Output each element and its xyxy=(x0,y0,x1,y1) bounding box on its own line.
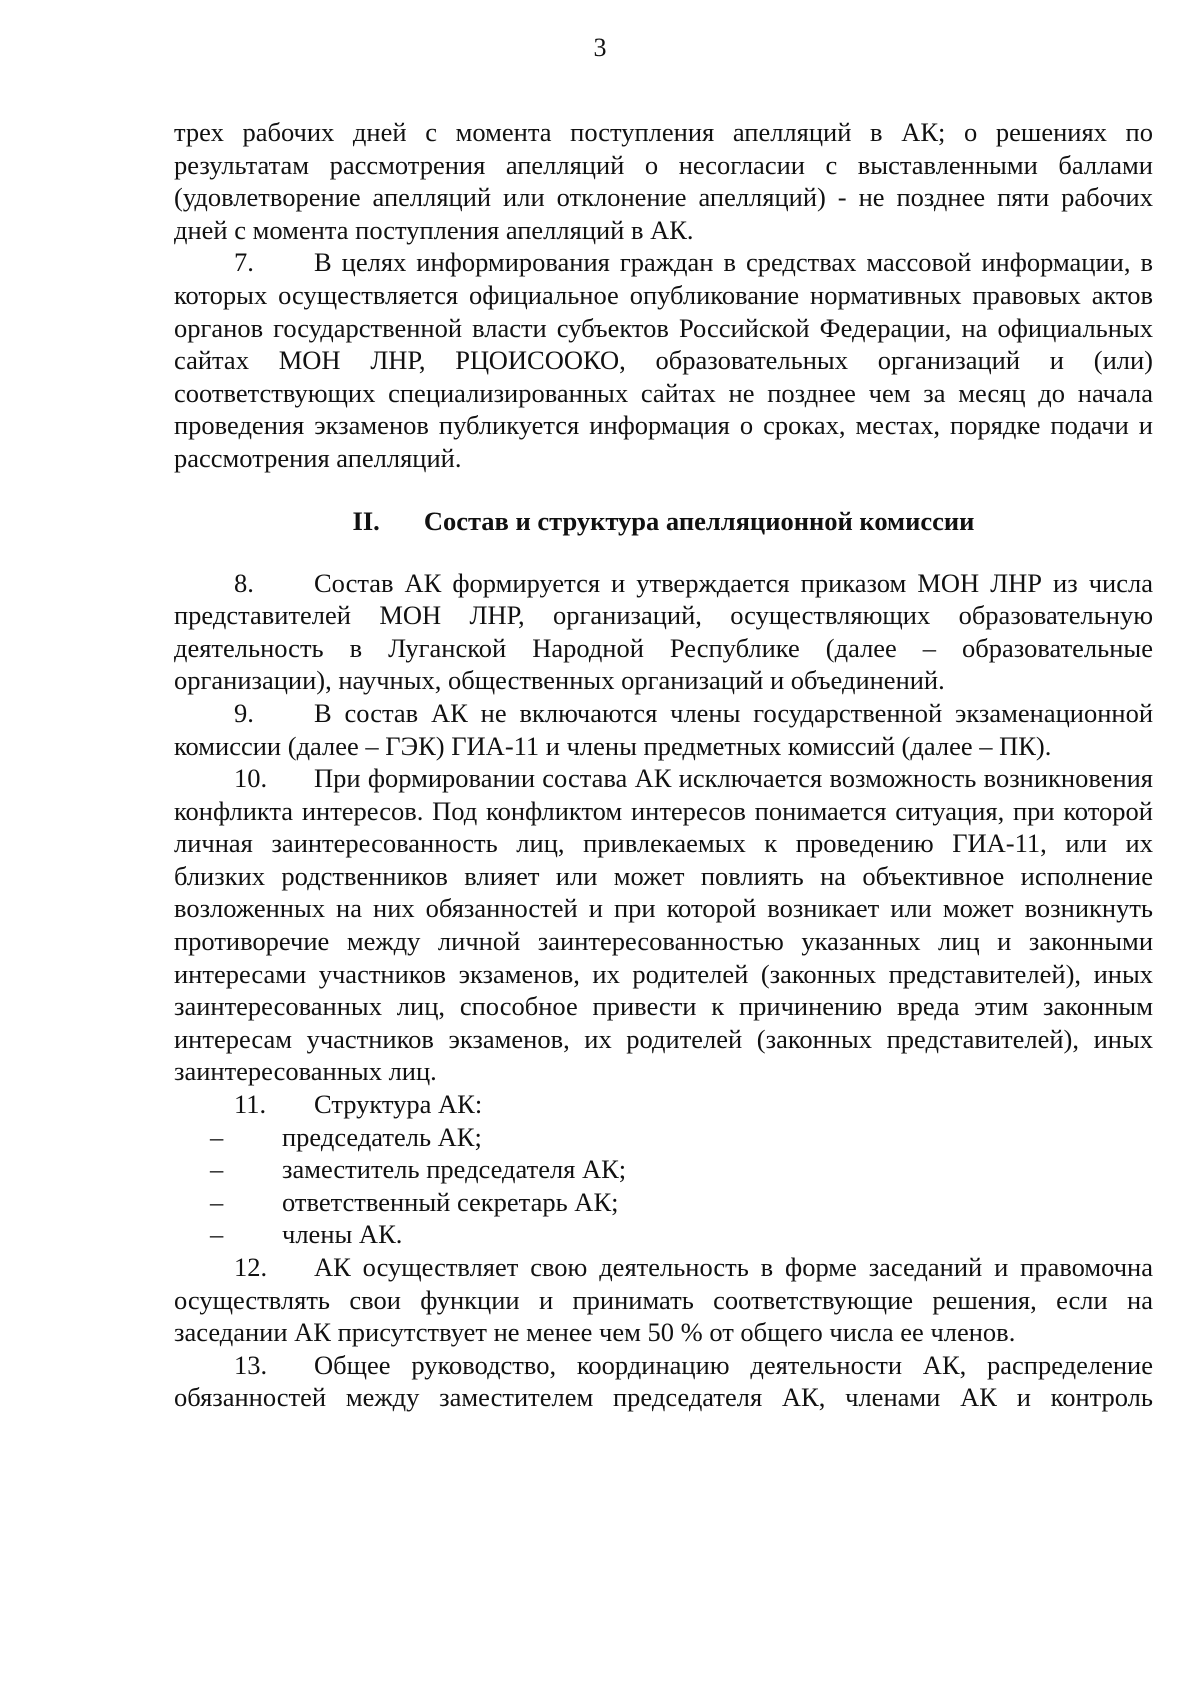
section-number: II. xyxy=(352,505,380,536)
page-number: 3 xyxy=(593,33,607,62)
paragraph-text: Состав АК формируется и утверждается приказом МОН ЛНР из числа представителей МОН ЛНР, организаций, осуществляющих образовательную деятельность в Луганской Народной Республике (далее – образовательные организации), научных, общественных организаций и объединений. xyxy=(174,567,1153,696)
list-item xyxy=(174,1218,1153,1251)
list-item xyxy=(174,1153,1153,1186)
paragraph-number: 7. xyxy=(234,247,254,278)
dash-bullet: – xyxy=(210,1219,224,1250)
paragraph-text: АК осуществляет свою деятельность в форме заседаний и правомочна осуществлять свои функции и принимать соответствующие решения, если на заседании АК присутствует не менее чем 50 % от общего числа ее членов. xyxy=(174,1252,1153,1348)
paragraph-11 xyxy=(174,1088,1153,1121)
paragraph-12 xyxy=(174,1251,1153,1349)
paragraph-number: 9. xyxy=(234,697,254,728)
paragraph-number: 10. xyxy=(234,763,268,794)
section-title: Состав и структура апелляционной комиссии xyxy=(423,505,975,536)
list-item xyxy=(174,1186,1153,1219)
dash-bullet: – xyxy=(210,1154,224,1185)
list-item-text: члены АК. xyxy=(282,1219,403,1250)
paragraph-10 xyxy=(174,762,1153,1088)
list-item-text: ответственный секретарь АК; xyxy=(282,1186,619,1217)
dash-bullet: – xyxy=(210,1121,224,1152)
paragraph-9 xyxy=(174,697,1153,762)
paragraph-number: 8. xyxy=(234,567,254,598)
section-heading xyxy=(174,505,1153,537)
paragraph-text: Структура АК: xyxy=(314,1089,483,1120)
paragraph-7 xyxy=(174,246,1153,474)
list-item-text: председатель АК; xyxy=(282,1121,482,1152)
paragraph-continuation xyxy=(174,116,1153,246)
paragraph-number: 13. xyxy=(234,1349,268,1380)
paragraph-text: При формировании состава АК исключается возможность возникновения конфликта интересов. Под конфликтом интересов понимается ситуация, при которой личная заинтересованность лиц, привлекаемых к проведению ГИА-11, или их близких родственников влияет или может повлиять на объективное исполнение возложенных на них обязанностей и при которой возникает или может возникнуть противоречие между личной заинтересованностью указанных лиц и законными интересами участников экзаменов, их родителей (законных представителей), иных заинтересованных лиц, способное привести к причинению вреда этим законным интересам участников экзаменов, их родителей (законных представителей), иных заинтересованных лиц. xyxy=(174,763,1153,1087)
paragraph-text: трех рабочих дней с момента поступления апелляций в АК; о решениях по результатам рассмотрения апелляций о несогласии с выставленными баллами (удовлетворение апелляций или отклонение апелляций) - не позднее пяти рабочих дней с момента поступления апелляций в АК. xyxy=(174,117,1153,245)
list-item xyxy=(174,1121,1153,1154)
document-body xyxy=(174,116,1153,1414)
list-item-text: заместитель председателя АК; xyxy=(282,1154,627,1185)
dash-bullet: – xyxy=(210,1186,224,1217)
paragraph-text: В целях информирования граждан в средствах массовой информации, в которых осуществляется официальное опубликование нормативных правовых актов органов государственной власти субъектов Российской Федерации, на официальных сайтах МОН ЛНР, РЦОИСООКО, образовательных организаций и (или) соответствующих специализированных сайтах не позднее чем за месяц до начала проведения экзаменов публикуется информация о сроках, местах, порядке подачи и рассмотрения апелляций. xyxy=(174,247,1153,473)
paragraph-number: 12. xyxy=(234,1252,268,1282)
paragraph-text: В состав АК не включаются члены государственной экзаменационной комиссии (далее – ГЭК) ГИА-11 и члены предметных комиссий (далее – ПК). xyxy=(174,697,1153,761)
paragraph-number: 11. xyxy=(234,1089,267,1120)
paragraph-text: Общее руководство, координацию деятельности АК, распределение обязанностей между заместителем председателя АК, членами АК и контроль xyxy=(174,1349,1153,1413)
structure-list xyxy=(174,1121,1153,1251)
paragraph-13 xyxy=(174,1349,1153,1414)
paragraph-8 xyxy=(174,567,1153,697)
